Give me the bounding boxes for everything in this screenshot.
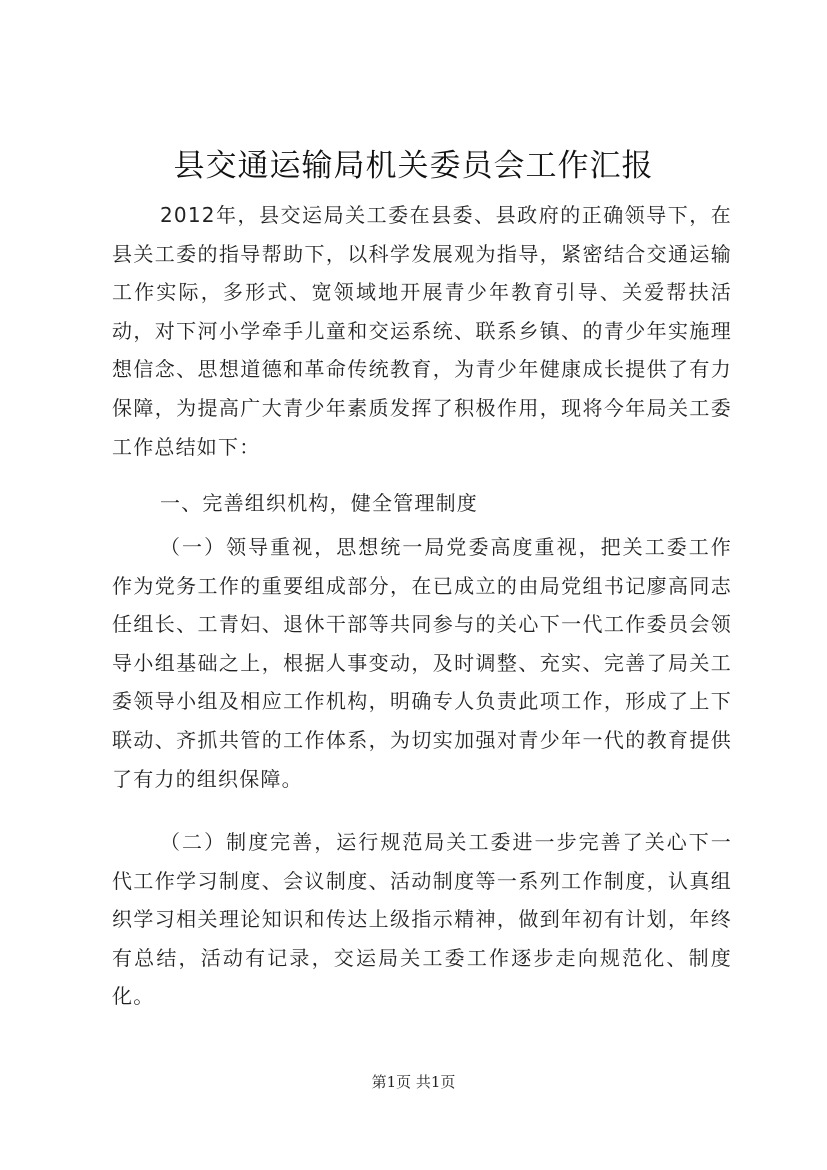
page-footer: 第1页 共1页 bbox=[371, 1073, 456, 1091]
section-heading-text: 一、完善组织机构，健全管理制度 bbox=[160, 491, 478, 515]
paragraph-text: （一）领导重视，思想统一局党委高度重视，把关工委工作作为党务工作的重要组成部分，在已成立的由局党组书记廖高同志任组长、工青妇、退休干部等共同参与的关心下一代工作委员会领导小组基础之上，根据人事变动，及时调整、充实、完善了局关工委领导小组及相应工作机构，明确专人负责此项工作，形成了上下联动、齐抓共管的工作体系，为切实加强对青少年一代的教育提供了有力的组织保障。 bbox=[112, 535, 732, 791]
document-title: 县交通运输局机关委员会工作汇报 bbox=[173, 148, 654, 184]
paragraph-intro bbox=[112, 196, 732, 466]
paragraph-text: 2012年，县交运局关工委在县委、县政府的正确领导下，在县关工委的指导帮助下，以科学发展观为指导，紧密结合交通运输工作实际，多形式、宽领域地开展青少年教育引导、关爱帮扶活动，对下河小学牵手儿童和交运系统、联系乡镇、的青少年实施理想信念、思想道德和革命传统教育，为青少年健康成长提供了有力保障，为提高广大青少年素质发挥了积极作用，现将今年局关工委工作总结如下： bbox=[112, 203, 732, 459]
section-heading bbox=[112, 484, 732, 523]
paragraph-text: （二）制度完善，运行规范局关工委进一步完善了关心下一代工作学习制度、会议制度、活动制度等一系列工作制度，认真组织学习相关理论知识和传达上级指示精神，做到年初有计划，年终有总结，活动有记录，交运局关工委工作逐步走向规范化、制度化。 bbox=[112, 830, 732, 1009]
paragraph-leadership bbox=[112, 528, 732, 798]
paragraph-system bbox=[112, 823, 732, 1016]
